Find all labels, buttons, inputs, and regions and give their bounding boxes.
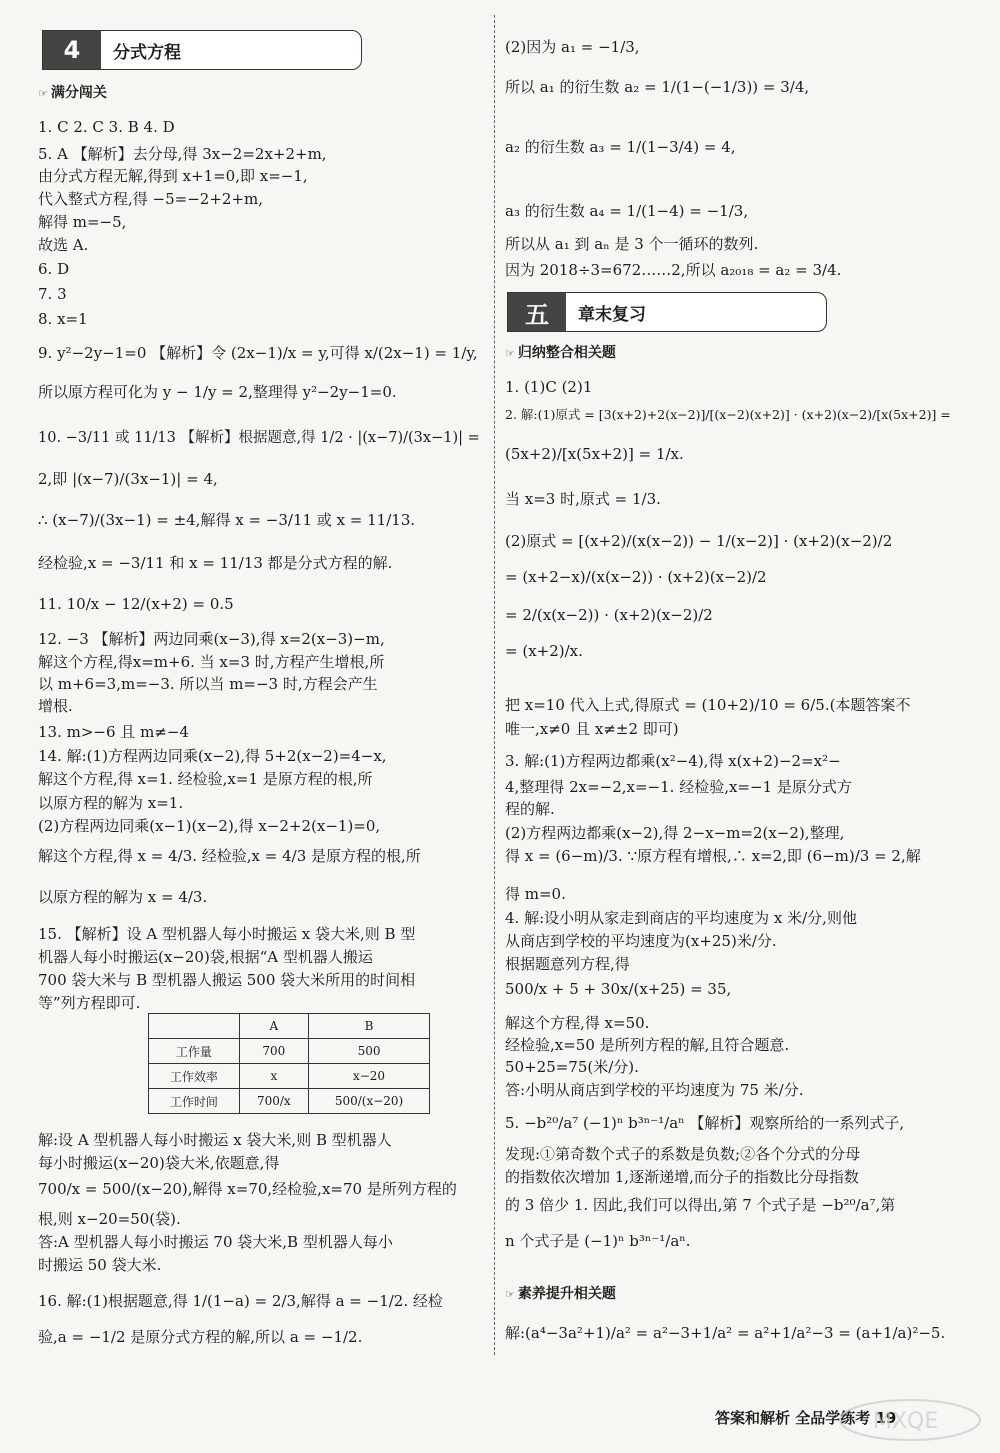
answer-line: 解这个方程,得x=m+6. 当 x=3 时,方程产生增根,所 <box>38 653 385 671</box>
answer-line: 所以从 a₁ 到 aₙ 是 3 个一循环的数列. <box>505 235 759 253</box>
table-cell: B <box>309 1014 430 1039</box>
answer-line: 增根. <box>38 697 73 715</box>
answer-line: 根,则 x−20=50(袋). <box>38 1210 181 1228</box>
answer-line: n 个式子是 (−1)ⁿ b³ⁿ⁻¹/aⁿ. <box>505 1232 691 1250</box>
answer-line: 从商店到学校的平均速度为(x+25)米/分. <box>505 932 777 950</box>
answer-line: 根据题意列方程,得 <box>505 955 630 973</box>
page-footer: 答案和解析 全品学练考 19 <box>715 1409 897 1427</box>
table-cell: 工作时间 <box>149 1089 240 1114</box>
answer-line: 13. m>−6 且 m≠−4 <box>38 723 189 741</box>
answer-line: (5x+2)/[x(5x+2)] = 1/x. <box>505 445 684 463</box>
answer-line: 发现:①第奇数个式子的系数是负数;②各个分式的分母 <box>505 1145 861 1163</box>
table-cell: x−20 <box>309 1064 430 1089</box>
answer-line: = 2/(x(x−2)) · (x+2)(x−2)/2 <box>505 606 713 624</box>
table-cell <box>149 1014 240 1039</box>
answer-line: 以 m+6=3,m=−3. 所以当 m=−3 时,方程会产生 <box>38 675 378 693</box>
answer-line: 时搬运 50 袋大米. <box>38 1256 162 1274</box>
table-cell: 700/x <box>239 1089 308 1114</box>
table-row <box>149 1089 430 1114</box>
answer-line: 以原方程的解为 x=1. <box>38 794 184 812</box>
answer-line: 解:(a⁴−3a²+1)/a² = a²−3+1/a² = a²+1/a²−3 = (a+1/a)²−5. <box>505 1324 946 1342</box>
answer-line: 的指数依次增加 1,逐渐递增,而分子的指数比分母指数 <box>505 1168 859 1186</box>
column-divider <box>494 15 495 1355</box>
answer-line: 50+25=75(米/分). <box>505 1058 639 1076</box>
answer-line: (2)方程两边都乘(x−2),得 2−x−m=2(x−2),整理, <box>505 824 845 842</box>
answer-line: (2)因为 a₁ = −1/3, <box>505 38 640 56</box>
answer-line: 所以 a₁ 的衍生数 a₂ = 1/(1−(−1/3)) = 3/4, <box>505 78 810 96</box>
answer-line: 把 x=10 代入上式,得原式 = (10+2)/10 = 6/5.(本题答案不 <box>505 696 911 714</box>
answer-line: 3. 解:(1)方程两边都乘(x²−4),得 x(x+2)−2=x²− <box>505 752 841 770</box>
table-cell: A <box>239 1014 308 1039</box>
work-table <box>148 1013 430 1114</box>
answer-line: 10. −3/11 或 11/13 【解析】根据题意,得 1/2 · |(x−7)/(3x−1)| = <box>38 430 480 446</box>
answer-line: 700 袋大米与 B 型机器人搬运 500 袋大米所用的时间相 <box>38 971 416 989</box>
answer-line: a₂ 的衍生数 a₃ = 1/(1−3/4) = 4, <box>505 138 736 156</box>
answer-line: 得 x = (6−m)/3. ∵原方程有增根,∴ x=2,即 (6−m)/3 = 2,解 <box>505 847 921 865</box>
answer-line: = (x+2−x)/(x(x−2)) · (x+2)(x−2)/2 <box>505 568 767 586</box>
answer-line: 11. 10/x − 12/(x+2) = 0.5 <box>38 595 234 613</box>
answer-line: 故选 A. <box>38 236 89 254</box>
answer-line: 2. 解:(1)原式 = [3(x+2)+2(x−2)]/[(x−2)(x+2)] · (x+2)(x−2)/[x(5x+2)] = <box>505 407 951 422</box>
answer-line: 得 m=0. <box>505 885 566 903</box>
table-row <box>149 1014 430 1039</box>
answer-line: 经检验,x = −3/11 和 x = 11/13 都是分式方程的解. <box>38 554 393 572</box>
svg-text:MXQE: MXQE <box>873 1409 939 1434</box>
section-title: 章末复习 <box>578 304 646 325</box>
answer-line: 7. 3 <box>38 285 67 303</box>
answer-line: 唯一,x≠0 且 x≠±2 即可) <box>505 720 679 738</box>
answer-line: 4. 解:设小明从家走到商店的平均速度为 x 米/分,则他 <box>505 909 857 927</box>
answer-line: 1. (1)C (2)1 <box>505 378 593 396</box>
answer-line: 700/x = 500/(x−20),解得 x=70,经检验,x=70 是所列方程的 <box>38 1180 457 1198</box>
table-cell: x <box>239 1064 308 1089</box>
answer-line: 6. D <box>38 260 70 278</box>
section-title: 分式方程 <box>113 42 181 63</box>
answer-line: 解得 m=−5, <box>38 213 127 231</box>
answer-line: 验,a = −1/2 是原分式方程的解,所以 a = −1/2. <box>38 1328 363 1346</box>
answer-line: 5. A 【解析】去分母,得 3x−2=2x+2+m, <box>38 145 327 163</box>
answer-line: 经检验,x=50 是所列方程的解,且符合题意. <box>505 1036 790 1054</box>
answer-line: 500/x + 5 + 30x/(x+25) = 35, <box>505 980 732 998</box>
watermark-logo <box>835 1395 985 1445</box>
answer-line: 解:设 A 型机器人每小时搬运 x 袋大米,则 B 型机器人 <box>38 1131 392 1149</box>
answer-line: 8. x=1 <box>38 310 88 328</box>
answer-line: 代入整式方程,得 −5=−2+2+m, <box>38 190 264 208</box>
answer-line: 所以原方程可化为 y − 1/y = 2,整理得 y²−2y−1=0. <box>38 383 397 401</box>
section-header-5 <box>507 292 827 332</box>
answer-line: 16. 解:(1)根据题意,得 1/(1−a) = 2/3,解得 a = −1/2. 经检 <box>38 1292 443 1310</box>
answer-line: = (x+2)/x. <box>505 642 583 660</box>
answer-line: 15. 【解析】设 A 型机器人每小时搬运 x 袋大米,则 B 型 <box>38 925 416 943</box>
table-cell: 工作量 <box>149 1039 240 1064</box>
table-cell: 工作效率 <box>149 1064 240 1089</box>
answer-line: 解这个方程,得 x=1. 经检验,x=1 是原方程的根,所 <box>38 770 373 788</box>
section-number: 五 <box>508 293 566 331</box>
answer-line: 9. y²−2y−1=0 【解析】令 (2x−1)/x = y,可得 x/(2x−1) = 1/y, <box>38 344 478 362</box>
answer-line: ∴ (x−7)/(3x−1) = ±4,解得 x = −3/11 或 x = 11/13. <box>38 511 416 529</box>
answer-line: 每小时搬运(x−20)袋大米,依题意,得 <box>38 1154 280 1172</box>
answer-line: a₃ 的衍生数 a₄ = 1/(1−4) = −1/3, <box>505 202 749 220</box>
section-number: 4 <box>43 31 101 69</box>
answer-line: 机器人每小时搬运(x−20)袋,根据“A 型机器人搬运 <box>38 948 373 966</box>
answer-line: 14. 解:(1)方程两边同乘(x−2),得 5+2(x−2)=4−x, <box>38 747 387 765</box>
answer-line: 的 3 倍少 1. 因此,我们可以得出,第 7 个式子是 −b²⁰/a⁷,第 <box>505 1196 896 1214</box>
sub-heading: ☞ 归纳整合相关题 <box>505 342 616 362</box>
answer-line: 解这个方程,得 x=50. <box>505 1014 650 1032</box>
table-cell: 700 <box>239 1039 308 1064</box>
answer-line: 2,即 |(x−7)/(3x−1)| = 4, <box>38 470 218 488</box>
answer-line: 等”列方程即可. <box>38 994 141 1012</box>
answer-line: 由分式方程无解,得到 x+1=0,即 x=−1, <box>38 167 308 185</box>
sub-heading: ☞ 素养提升相关题 <box>505 1283 616 1303</box>
sub-heading: ☞ 满分闯关 <box>38 82 107 102</box>
answer-line: 答:小明从商店到学校的平均速度为 75 米/分. <box>505 1081 804 1099</box>
answer-line: 12. −3 【解析】两边同乘(x−3),得 x=2(x−3)−m, <box>38 630 385 648</box>
answer-line: 5. −b²⁰/a⁷ (−1)ⁿ b³ⁿ⁻¹/aⁿ 【解析】观察所给的一系列式子, <box>505 1114 905 1132</box>
answer-line: 4,整理得 2x=−2,x=−1. 经检验,x=−1 是原分式方 <box>505 778 852 796</box>
section-header-4 <box>42 30 362 70</box>
answer-line: 1. C 2. C 3. B 4. D <box>38 118 175 136</box>
answer-line: 程的解. <box>505 800 555 818</box>
answer-line: 以原方程的解为 x = 4/3. <box>38 888 208 906</box>
table-row <box>149 1039 430 1064</box>
answer-line: (2)原式 = [(x+2)/(x(x−2)) − 1/(x−2)] · (x+2)(x−2)/2 <box>505 532 893 550</box>
answer-line: 答:A 型机器人每小时搬运 70 袋大米,B 型机器人每小 <box>38 1233 393 1251</box>
table-cell: 500 <box>309 1039 430 1064</box>
table-row <box>149 1064 430 1089</box>
answer-line: 因为 2018÷3=672……2,所以 a₂₀₁₈ = a₂ = 3/4. <box>505 261 842 279</box>
answer-line: (2)方程两边同乘(x−1)(x−2),得 x−2+2(x−1)=0, <box>38 817 381 835</box>
table-cell: 500/(x−20) <box>309 1089 430 1114</box>
watermark-icon <box>835 1395 985 1445</box>
answer-line: 当 x=3 时,原式 = 1/3. <box>505 490 661 508</box>
answer-line: 解这个方程,得 x = 4/3. 经检验,x = 4/3 是原方程的根,所 <box>38 847 421 865</box>
